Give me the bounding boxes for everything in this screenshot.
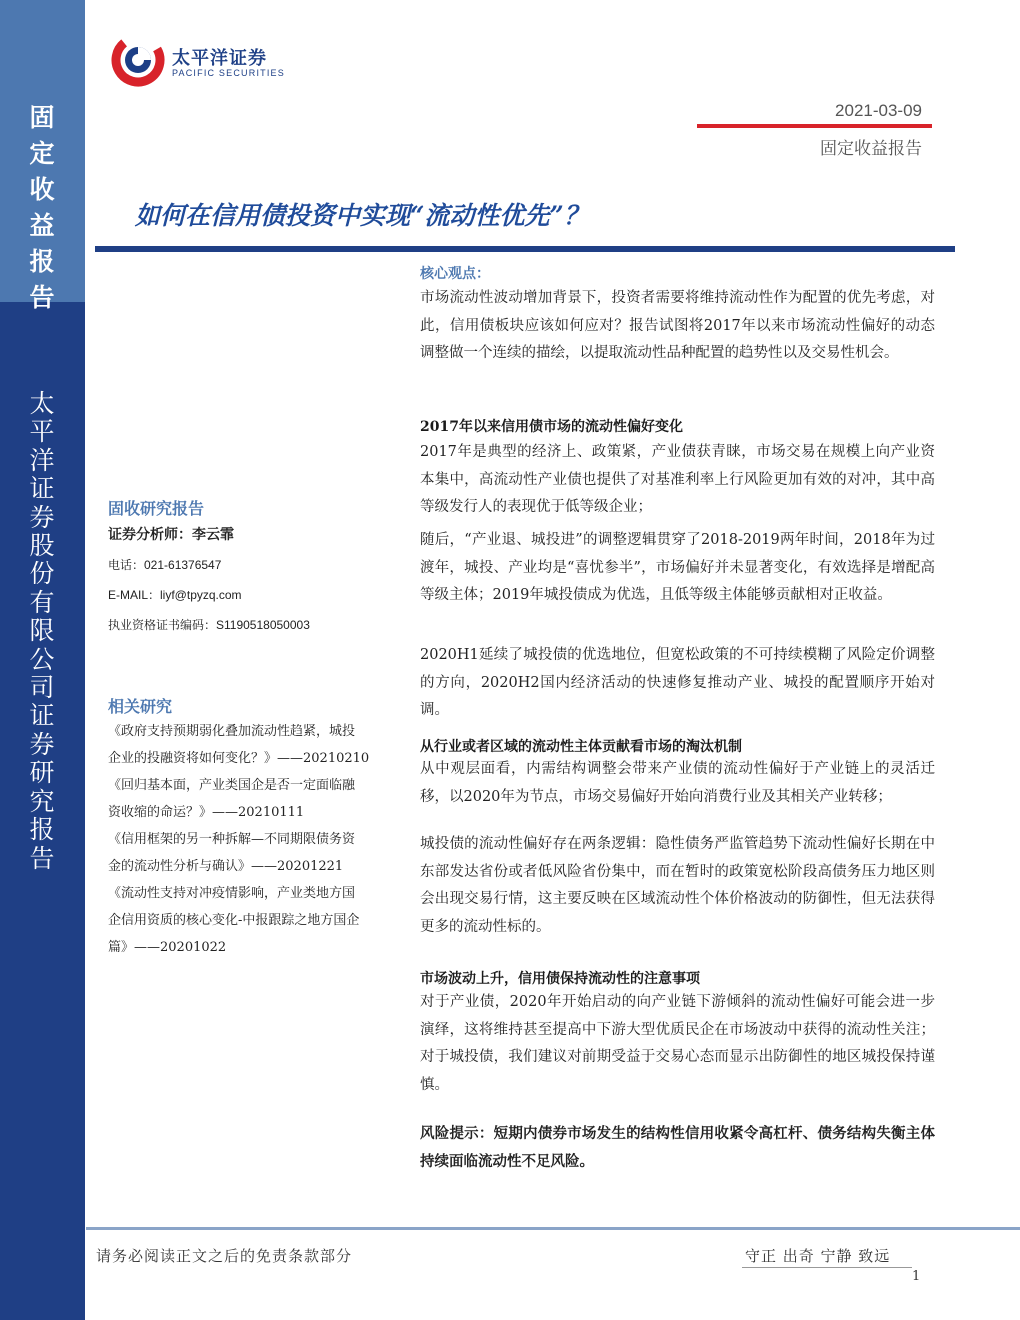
related-item[interactable] bbox=[108, 826, 408, 880]
related-item-line: 《回归基本面，产业类国企是否一定面临融 bbox=[108, 778, 356, 793]
section-2-para-2: 城投债的流动性偏好存在两条逻辑：隐性债务严监管趋势下流动性偏好长期在中东部发达省份或者低风险省份集中，而在暂时的政策宽松阶段高债务压力地区则会出现交易行情，这主要反映在区域流动性个体价格波动的防御性，但无法获得更多的流动性标的。 bbox=[420, 836, 935, 935]
footer-motto: 守正 出奇 宁静 致远 bbox=[745, 1247, 891, 1265]
header-accent-line bbox=[697, 124, 932, 128]
related-item-line: 篇》——20201022 bbox=[108, 940, 227, 955]
section-2-heading: 从行业或者区域的流动性主体贡献看市场的淘汰机制 bbox=[420, 739, 742, 755]
footer-divider bbox=[86, 1227, 1020, 1230]
report-doc-type: 固定收益报告 bbox=[820, 139, 922, 159]
core-views-heading: 核心观点： bbox=[420, 266, 490, 282]
section-1-heading: 2017年以来信用债市场的流动性偏好变化 bbox=[420, 419, 683, 435]
report-category-label: 固收研究报告 bbox=[108, 499, 205, 518]
footer-motto-underline bbox=[742, 1267, 912, 1268]
analyst-email: E-MAIL：liyf@tpyzq.com bbox=[108, 588, 242, 602]
sidebar-company-name: 太平洋证券股份有限公司证券研究报告 bbox=[29, 389, 55, 873]
logo-name-en: PACIFIC SECURITIES bbox=[172, 68, 285, 78]
related-item-line: 企信用资质的核心变化-中报跟踪之地方国企 bbox=[108, 913, 360, 928]
related-item-line: 《政府支持预期弱化叠加流动性趋紧，城投 bbox=[108, 724, 356, 739]
related-item[interactable] bbox=[108, 718, 408, 772]
page-number: 1 bbox=[912, 1269, 921, 1284]
analyst-name: 证券分析师：李云霏 bbox=[108, 527, 234, 543]
related-research-title: 相关研究 bbox=[108, 697, 173, 716]
section-2-para-1: 从中观层面看，内需结构调整会带来产业债的流动性偏好于产业链上的灵活迁移，以2020年为节点，市场交易偏好开始向消费行业及其相关产业转移； bbox=[420, 761, 935, 805]
logo-name-cn: 太平洋证券 bbox=[172, 48, 267, 69]
analyst-license: 执业资格证书编码：S1190518050003 bbox=[108, 618, 310, 632]
analyst-phone: 电话：021-61376547 bbox=[108, 558, 222, 572]
section-1-para-3: 2020H1延续了城投债的优选地位，但宽松政策的不可持续模糊了风险定价调整的方向，2020H2国内经济活动的快速修复推动产业、城投的配置顺序开始对调。 bbox=[420, 647, 935, 718]
core-views-text: 市场流动性波动增加背景下，投资者需要将维持流动性作为配置的优先考虑，对此，信用债板块应该如何应对？报告试图将2017年以来市场流动性偏好的动态调整做一个连续的描绘，以提取流动性品种配置的趋势性以及交易性机会。 bbox=[420, 290, 935, 361]
related-item[interactable] bbox=[108, 772, 408, 826]
section-1-para-2: 随后，“产业退、城投进”的调整逻辑贯穿了2018-2019两年时间，2018年为过渡年，城投、产业均是“喜忧参半”，市场偏好并未显著变化，有效选择是增配高等级主体；2019年城投债成为优选，且低等级主体能够贡献相对正收益。 bbox=[420, 532, 935, 603]
footer-disclaimer: 请务必阅读正文之后的免责条款部分 bbox=[96, 1247, 353, 1265]
section-3-para-1: 对于产业债，2020年开始启动的向产业链下游倾斜的流动性偏好可能会进一步演绎，这将维持甚至提高中下游大型优质民企在市场波动中获得的流动性关注；对于城投债，我们建议对前期受益于交易心态而显示出防御性的地区城投保持谨慎。 bbox=[420, 994, 935, 1093]
related-item-line: 企业的投融资将如何变化？》——20210210 bbox=[108, 751, 370, 766]
related-item-line: 《流动性支持对冲疫情影响，产业类地方国 bbox=[108, 886, 356, 901]
report-date: 2021-03-09 bbox=[835, 101, 922, 120]
related-item-line: 《信用框架的另一种拆解—不同期限债务资 bbox=[108, 832, 356, 847]
title-divider bbox=[95, 246, 955, 252]
related-item[interactable] bbox=[108, 880, 408, 961]
risk-warning: 风险提示：短期内债券市场发生的结构性信用收紧令高杠杆、债务结构失衡主体持续面临流动性不足风险。 bbox=[420, 1125, 935, 1170]
sidebar-report-type: 固定收益报告 bbox=[29, 103, 55, 312]
related-item-line: 金的流动性分析与确认》——20201221 bbox=[108, 859, 344, 874]
report-title: 如何在信用债投资中实现“流动性优先”？ bbox=[135, 201, 589, 230]
related-item-line: 资收缩的命运？》——20210111 bbox=[108, 805, 305, 820]
section-3-heading: 市场波动上升，信用债保持流动性的注意事项 bbox=[420, 971, 700, 987]
section-1-para-1: 2017年是典型的经济上、政策紧，产业债获青睐，市场交易在规模上向产业资本集中，高流动性产业债也提供了对基准利率上行风险更加有效的对冲，其中高等级发行人的表现优于低等级企业； bbox=[420, 444, 935, 515]
